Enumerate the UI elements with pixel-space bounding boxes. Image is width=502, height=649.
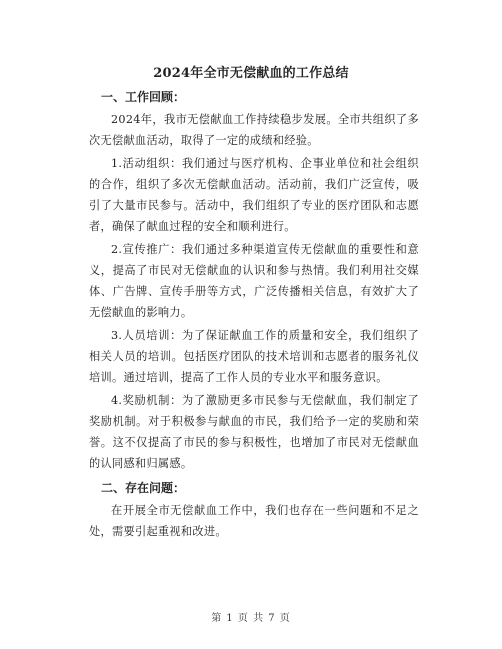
section-heading-review: 一、工作回顾： <box>101 90 186 104</box>
section-heading-problems: 二、存在问题： <box>101 481 186 495</box>
page-footer: 第 1 页 共 7 页 <box>211 613 291 624</box>
paragraph-problems-intro: 在开展全市无偿献血工作中，我们也存在一些问题和不足之处，需要引起重视和改进。 <box>89 504 419 538</box>
paragraph-reward-mechanism: 4.奖励机制：为了激励更多市民参与无偿献血，我们制定了奖励机制。对于积极参与献血的市民，我们给予一定的奖励和荣誉。这不仅提高了市民的参与积极性，也增加了市民对无偿献血的认同感和归属感。 <box>89 394 419 470</box>
paragraph-activity-organization: 1.活动组织：我们通过与医疗机构、企事业单位和社会组织的合作，组织了多次无偿献血活动。活动前，我们广泛宣传，吸引了大量市民参与。活动中，我们组织了专业的医疗团队和志愿者，确保了献血过程的安全和顺利进行。 <box>89 157 419 233</box>
paragraph-staff-training: 3.人员培训：为了保证献血工作的质量和安全，我们组织了相关人员的培训。包括医疗团队的技术培训和志愿者的服务礼仪培训。通过培训，提高了工作人员的专业水平和服务意识。 <box>89 329 419 384</box>
document-body <box>89 83 419 542</box>
paragraph-intro: 2024年，我市无偿献血工作持续稳步发展。全市共组织了多次无偿献血活动，取得了一定的成绩和经验。 <box>89 113 419 147</box>
paragraph-publicity: 2.宣传推广：我们通过多种渠道宣传无偿献血的重要性和意义，提高了市民对无偿献血的认识和参与热情。我们利用社交媒体、广告牌、宣传手册等方式，广泛传播相关信息，有效扩大了无偿献血的影响力。 <box>89 243 419 319</box>
document-title: 2024年全市无偿献血的工作总结 <box>153 66 349 81</box>
